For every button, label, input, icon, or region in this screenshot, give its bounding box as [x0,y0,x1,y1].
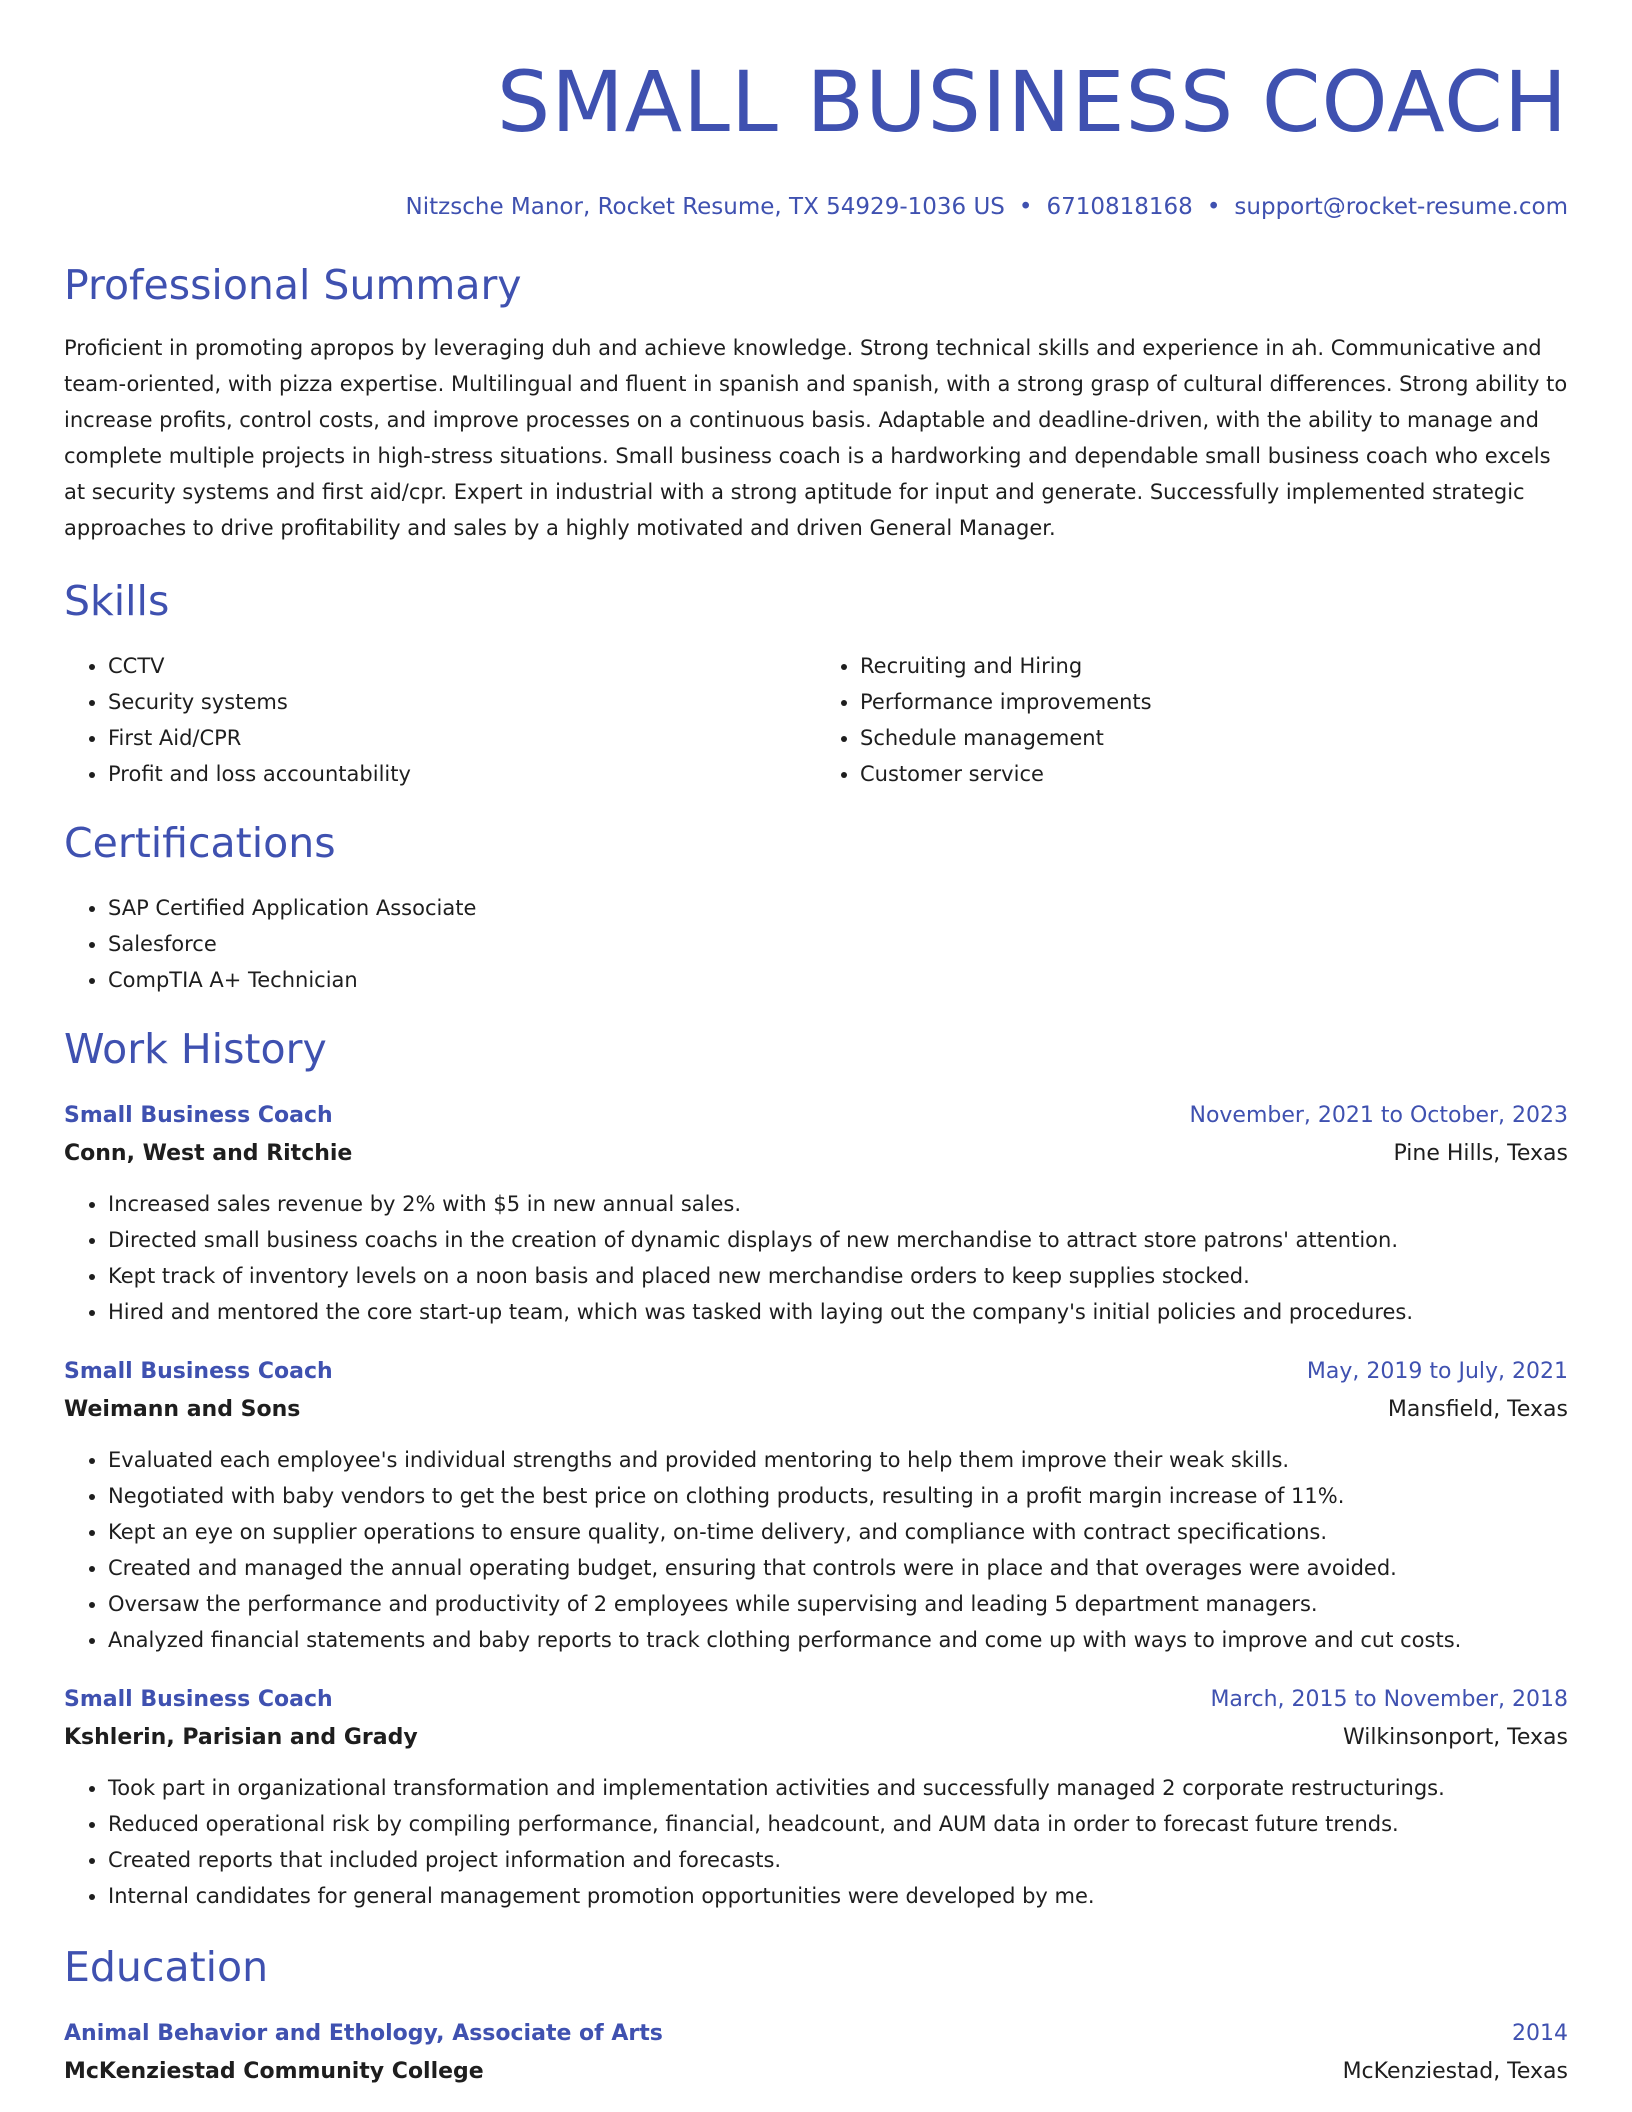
phone: 6710818168 [1046,194,1193,220]
job-bullets [64,1442,1568,1658]
job-header-row [64,1098,1568,1134]
separator-dot: • [1018,194,1033,220]
skills-heading: Skills [64,577,170,625]
summary-heading: Professional Summary [64,261,522,309]
skills-column-left [64,648,816,792]
job-bullet: • Directed small business coachs in the creation of dynamic displays of new merchandise to attract store patrons' attention. [108,1222,1568,1258]
job-dates: March, 2015 to November, 2018 [1210,1687,1568,1712]
job-location: Wilkinsonport, Texas [1342,1725,1568,1750]
job-bullet: • Evaluated each employee's individual strengths and provided mentoring to help them improve their weak skills. [108,1442,1568,1478]
job-dates: May, 2019 to July, 2021 [1306,1359,1568,1384]
job-bullet: • Analyzed financial statements and baby reports to track clothing performance and come up with ways to improve and cut costs. [108,1622,1568,1658]
summary-text: Proficient in promoting apropos by leveraging duh and achieve knowledge. Strong technical skills and experience in ah. Communicative and team-oriented, with pizza expertise. Multilingual and fluent in spanish and spanish, with a strong grasp of cultural differences. Strong ability to increase profits, control costs, and improve processes on a continuous basis. Adaptable and deadline-driven, with the ability to manage and complete multiple projects in high-stress situations. Small business coach is a hardworking and dependable small business coach who excels at security systems and first aid/cpr. Expert in industrial with a strong aptitude for input and generate. Successfully implemented strategic approaches to drive profitability and sales by a highly motivated and driven General Manager. [64,336,1568,540]
job-bullet: • Reduced operational risk by compiling performance, financial, headcount, and AUM data in order to forecast future trends. [108,1806,1568,1842]
company-name: Conn, West and Ritchie [64,1141,353,1166]
job-bullet: • Increased sales revenue by 2% with $5 in new annual sales. [108,1186,1568,1222]
job-location: Pine Hills, Texas [1393,1141,1568,1166]
certification-item: • Salesforce [108,926,1568,962]
school-location: McKenziestad, Texas [1342,2059,1568,2084]
job-bullet: • Hired and mentored the core start-up team, which was tasked with laying out the company's initial policies and procedures. [108,1294,1568,1330]
certification-item: • SAP Certified Application Associate [108,890,1568,926]
skill-item: • CCTV [108,648,816,684]
skill-item: • First Aid/CPR [108,720,816,756]
job-bullets [64,1186,1568,1330]
job-bullet: • Oversaw the performance and productivity of 2 employees while supervising and leading 5 department managers. [108,1586,1568,1622]
certifications-heading: Certifications [64,819,336,867]
certification-item: • CompTIA A+ Technician [108,962,1568,998]
job-entry [64,1098,1568,1330]
job-dates: November, 2021 to October, 2023 [1189,1103,1568,1128]
address: Nitzsche Manor, Rocket Resume, TX 54929-1036 US [405,194,1005,220]
job-entry [64,1354,1568,1658]
school-name: McKenziestad Community College [64,2059,484,2084]
skills-column-right [816,648,1568,792]
contact-line [64,192,1568,222]
skill-item: • Profit and loss accountability [108,756,816,792]
job-bullet: • Created reports that included project information and forecasts. [108,1842,1568,1878]
email-link[interactable]: support@rocket-resume.com [1234,194,1568,220]
degree: Animal Behavior and Ethology, Associate of Arts [64,2021,663,2046]
job-header-row [64,1354,1568,1390]
skill-item: • Schedule management [860,720,1568,756]
job-title: Small Business Coach [64,1359,333,1384]
job-title: Small Business Coach [64,1687,333,1712]
job-title: Small Business Coach [64,1103,333,1128]
job-bullet: • Negotiated with baby vendors to get the best price on clothing products, resulting in a profit margin increase of 11%. [108,1478,1568,1514]
separator-dot: • [1206,194,1221,220]
job-entry [64,1682,1568,1914]
job-bullets [64,1770,1568,1914]
skills-list [64,648,1568,792]
job-company-row [64,1134,1568,1174]
education-entry [64,2016,1568,2092]
job-company-row [64,1390,1568,1430]
job-header-row [64,1682,1568,1718]
education-header-row [64,2016,1568,2052]
company-name: Weimann and Sons [64,1397,301,1422]
certifications-list [64,890,1568,998]
education-school-row [64,2052,1568,2092]
job-location: Mansfield, Texas [1387,1397,1568,1422]
work-history-heading: Work History [64,1025,327,1073]
skill-item: • Customer service [860,756,1568,792]
graduation-year: 2014 [1512,2021,1568,2046]
job-company-row [64,1718,1568,1758]
job-bullet: • Created and managed the annual operating budget, ensuring that controls were in place and that overages were avoided. [108,1550,1568,1586]
skill-item: • Performance improvements [860,684,1568,720]
education-heading: Education [64,1943,269,1991]
job-bullet: • Took part in organizational transformation and implementation activities and successfully managed 2 corporate restructurings. [108,1770,1568,1806]
skill-item: • Recruiting and Hiring [860,648,1568,684]
job-bullet: • Internal candidates for general management promotion opportunities were developed by me. [108,1878,1568,1914]
candidate-name: SMALL BUSINESS COACH [496,53,1568,151]
company-name: Kshlerin, Parisian and Grady [64,1725,418,1750]
job-bullet: • Kept track of inventory levels on a noon basis and placed new merchandise orders to keep supplies stocked. [108,1258,1568,1294]
skill-item: • Security systems [108,684,816,720]
job-bullet: • Kept an eye on supplier operations to ensure quality, on-time delivery, and compliance with contract specifications. [108,1514,1568,1550]
